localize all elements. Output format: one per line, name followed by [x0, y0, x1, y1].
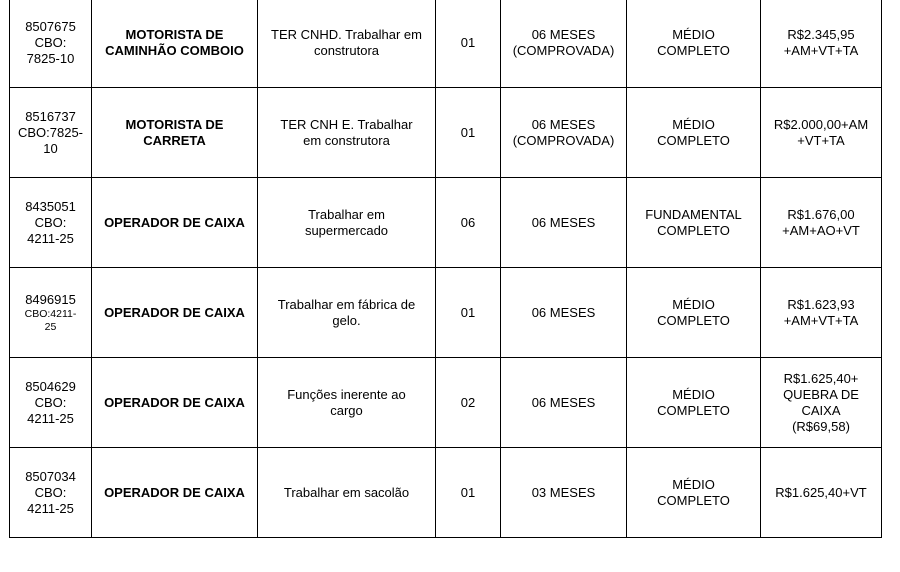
education-cell: [627, 88, 761, 178]
cell-text-line: Trabalhar em sacolão: [283, 484, 410, 500]
cell-text-line: R$1.625,40+: [783, 370, 859, 386]
cell-text-line: CBO:: [34, 484, 67, 500]
salary-cell: [761, 0, 882, 88]
experience-cell: [501, 88, 627, 178]
cell-text-line: COMPLETO: [657, 222, 730, 238]
experience-cell: [501, 358, 627, 448]
education-cell: [627, 0, 761, 88]
cell-text-line: 01: [460, 304, 476, 320]
role-cell: [92, 268, 258, 358]
cell-text-line: cargo: [330, 402, 363, 418]
cell-text-line: TER CNH E. Trabalhar: [280, 116, 413, 132]
code-cell: [10, 0, 92, 88]
cell-text-line: Trabalhar em: [308, 206, 385, 222]
cell-text-line: 06 MESES: [531, 304, 596, 320]
table-row: [10, 358, 882, 448]
cell-text-line: 02: [460, 394, 476, 410]
cell-text-line: R$2.000,00+AM: [773, 116, 869, 132]
cell-text-line: Funções inerente ao: [287, 386, 406, 402]
experience-cell: [501, 178, 627, 268]
cell-text-line: CBO:4211-: [24, 307, 77, 320]
table-row: [10, 88, 882, 178]
experience-cell: [501, 0, 627, 88]
description-cell: [258, 178, 436, 268]
experience-cell: [501, 268, 627, 358]
cell-text-line: OPERADOR DE CAIXA: [104, 484, 245, 500]
vacancies-cell: [436, 0, 501, 88]
cell-text-line: OPERADOR DE CAIXA: [104, 214, 245, 230]
cell-text-line: (COMPROVADA): [512, 132, 615, 148]
cell-text-line: 4211-25: [27, 230, 74, 246]
cell-text-line: 8435051: [25, 198, 76, 214]
cell-text-line: COMPLETO: [657, 42, 730, 58]
salary-cell: [761, 448, 882, 538]
cell-text-line: +VT+TA: [797, 132, 845, 148]
cell-text-line: 25: [44, 320, 57, 333]
vacancies-cell: [436, 448, 501, 538]
cell-text-line: 10: [43, 140, 58, 156]
cell-text-line: MÉDIO: [672, 26, 715, 42]
description-cell: [258, 268, 436, 358]
cell-text-line: gelo.: [332, 312, 361, 328]
salary-cell: [761, 358, 882, 448]
role-cell: [92, 358, 258, 448]
cell-text-line: +AM+VT+TA: [783, 42, 859, 58]
cell-text-line: CBO:: [34, 34, 67, 50]
cell-text-line: CBO:: [34, 394, 67, 410]
table-row: [10, 448, 882, 538]
table-row: [10, 268, 882, 358]
cell-text-line: 8504629: [25, 378, 76, 394]
cell-text-line: COMPLETO: [657, 132, 730, 148]
cell-text-line: COMPLETO: [657, 492, 730, 508]
role-cell: [92, 448, 258, 538]
cell-text-line: 8507675: [25, 18, 76, 34]
education-cell: [627, 358, 761, 448]
table-body: [10, 0, 882, 538]
cell-text-line: em construtora: [303, 132, 390, 148]
cell-text-line: 06: [460, 214, 476, 230]
cell-text-line: 8507034: [25, 468, 76, 484]
cell-text-line: 4211-25: [27, 500, 74, 516]
role-cell: [92, 178, 258, 268]
description-cell: [258, 448, 436, 538]
description-cell: [258, 358, 436, 448]
cell-text-line: MOTORISTA DE: [125, 26, 224, 42]
vacancies-cell: [436, 88, 501, 178]
cell-text-line: Trabalhar em fábrica de: [277, 296, 416, 312]
code-cell: [10, 178, 92, 268]
cell-text-line: FUNDAMENTAL: [645, 206, 742, 222]
cell-text-line: R$2.345,95: [787, 26, 855, 42]
cell-text-line: 01: [460, 124, 476, 140]
table-row: [10, 0, 882, 88]
salary-cell: [761, 268, 882, 358]
description-cell: [258, 88, 436, 178]
cell-text-line: 06 MESES: [531, 26, 596, 42]
job-listings-table: [9, 0, 882, 538]
cell-text-line: +AM+AO+VT: [782, 222, 860, 238]
vacancies-cell: [436, 268, 501, 358]
cell-text-line: 7825-10: [26, 50, 75, 66]
cell-text-line: (COMPROVADA): [512, 42, 615, 58]
role-cell: [92, 88, 258, 178]
cell-text-line: OPERADOR DE CAIXA: [104, 394, 245, 410]
cell-text-line: 06 MESES: [531, 394, 596, 410]
cell-text-line: CBO:7825-: [17, 124, 84, 140]
cell-text-line: MOTORISTA DE: [125, 116, 224, 132]
cell-text-line: 4211-25: [27, 410, 74, 426]
education-cell: [627, 268, 761, 358]
cell-text-line: MÉDIO: [672, 386, 715, 402]
cell-text-line: 8516737: [25, 108, 76, 124]
salary-cell: [761, 178, 882, 268]
role-cell: [92, 0, 258, 88]
cell-text-line: 8496915: [25, 291, 76, 307]
cell-text-line: MÉDIO: [672, 116, 715, 132]
cell-text-line: CAIXA: [801, 402, 841, 418]
cell-text-line: supermercado: [304, 222, 389, 238]
experience-cell: [501, 448, 627, 538]
cell-text-line: COMPLETO: [657, 312, 730, 328]
cell-text-line: COMPLETO: [657, 402, 730, 418]
cell-text-line: R$1.676,00: [787, 206, 855, 222]
cell-text-line: +AM+VT+TA: [783, 312, 859, 328]
education-cell: [627, 178, 761, 268]
cell-text-line: (R$69,58): [792, 418, 850, 434]
vacancies-cell: [436, 178, 501, 268]
code-cell: [10, 88, 92, 178]
cell-text-line: 06 MESES: [531, 214, 596, 230]
code-cell: [10, 358, 92, 448]
cell-text-line: 01: [460, 34, 476, 50]
cell-text-line: MÉDIO: [672, 296, 715, 312]
table-row: [10, 178, 882, 268]
cell-text-line: R$1.623,93: [787, 296, 855, 312]
code-cell: [10, 268, 92, 358]
cell-text-line: R$1.625,40+VT: [775, 484, 867, 500]
cell-text-line: MÉDIO: [672, 476, 715, 492]
cell-text-line: CBO:: [34, 214, 67, 230]
cell-text-line: 06 MESES: [531, 116, 596, 132]
cell-text-line: QUEBRA DE: [783, 386, 859, 402]
cell-text-line: 01: [460, 484, 476, 500]
cell-text-line: CARRETA: [143, 132, 206, 148]
cell-text-line: construtora: [313, 42, 380, 58]
code-cell: [10, 448, 92, 538]
cell-text-line: 03 MESES: [531, 484, 596, 500]
education-cell: [627, 448, 761, 538]
salary-cell: [761, 88, 882, 178]
cell-text-line: CAMINHÃO COMBOIO: [105, 42, 244, 58]
cell-text-line: OPERADOR DE CAIXA: [104, 304, 245, 320]
cell-text-line: TER CNHD. Trabalhar em: [271, 26, 422, 42]
vacancies-cell: [436, 358, 501, 448]
description-cell: [258, 0, 436, 88]
